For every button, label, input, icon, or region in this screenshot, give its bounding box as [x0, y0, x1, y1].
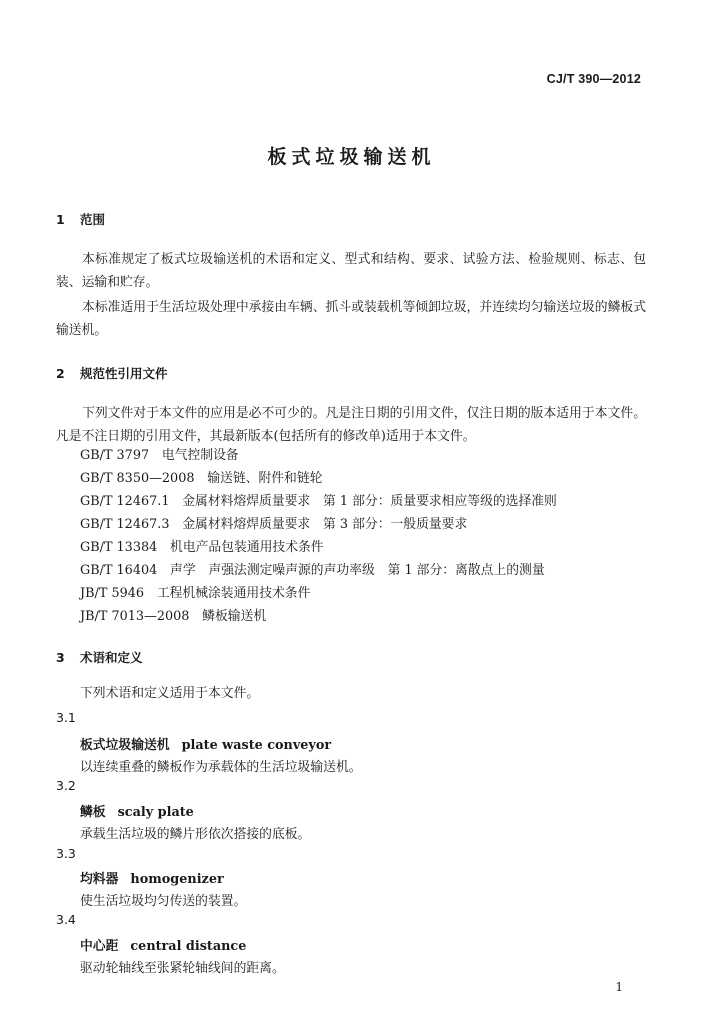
section-number: 2: [56, 366, 65, 381]
term-heading: [80, 868, 224, 887]
reference-item: JB/T 5946 工程机械涂装通用技术条件: [80, 586, 311, 601]
section-2-heading: [56, 364, 168, 382]
section-1-heading: [56, 210, 105, 228]
section-1-paragraph-2: 本标准适用于生活垃圾处理中承接由车辆、抓斗或装载机等倾卸垃圾，并连续均匀输送垃圾的鳞板式输送机。: [56, 300, 646, 338]
term-english: scaly plate: [117, 805, 194, 820]
section-number: 1: [56, 212, 65, 227]
section-number: 3: [56, 650, 65, 665]
term-number: 3.1: [56, 710, 76, 725]
term-chinese: 均料器: [80, 872, 119, 887]
section-1-paragraph-1: 本标准规定了板式垃圾输送机的术语和定义、型式和结构、要求、试验方法、检验规则、标志、包装、运输和贮存。: [56, 252, 646, 290]
section-title: 规范性引用文件: [80, 366, 168, 381]
reference-item: GB/T 12467.1 金属材料熔焊质量要求 第 1 部分：质量要求相应等级的选择准则: [80, 494, 557, 509]
reference-item: JB/T 7013—2008 鳞板输送机: [80, 609, 267, 624]
reference-item: GB/T 13384 机电产品包装通用技术条件: [80, 540, 324, 555]
section-3-intro: 下列术语和定义适用于本文件。: [80, 686, 260, 701]
term-english: central distance: [130, 939, 247, 954]
term-chinese: 鳞板: [80, 805, 106, 820]
section-3-heading: [56, 648, 143, 666]
section-title: 术语和定义: [80, 650, 143, 665]
term-english: plate waste conveyor: [181, 738, 332, 753]
term-definition: 驱动轮轴线至张紧轮轴线间的距离。: [80, 961, 285, 976]
term-number: 3.2: [56, 778, 76, 793]
page-number: 1: [615, 980, 623, 994]
term-heading: [80, 801, 194, 820]
reference-item: GB/T 12467.3 金属材料熔焊质量要求 第 3 部分：一般质量要求: [80, 517, 468, 532]
term-chinese: 板式垃圾输送机: [80, 738, 170, 753]
section-title: 范围: [80, 212, 106, 227]
standard-code: CJ/T 390—2012: [546, 72, 641, 86]
term-heading: [80, 734, 331, 753]
document-title: 板式垃圾输送机: [267, 146, 436, 168]
reference-item: GB/T 3797 电气控制设备: [80, 448, 239, 463]
term-chinese: 中心距: [80, 939, 119, 954]
reference-item: GB/T 16404 声学 声强法测定噪声源的声功率级 第 1 部分：离散点上的测量: [80, 563, 545, 578]
term-definition: 以连续重叠的鳞板作为承载体的生活垃圾输送机。: [80, 760, 362, 775]
term-heading: [80, 935, 246, 954]
term-english: homogenizer: [130, 872, 224, 887]
term-number: 3.3: [56, 846, 76, 861]
section-2-paragraph-1: 下列文件对于本文件的应用是必不可少的。凡是注日期的引用文件，仅注日期的版本适用于本文件。凡是不注日期的引用文件，其最新版本(包括所有的修改单)适用于本文件。: [56, 406, 646, 444]
term-number: 3.4: [56, 912, 76, 927]
term-definition: 承载生活垃圾的鳞片形依次搭接的底板。: [80, 827, 311, 842]
reference-item: GB/T 8350—2008 输送链、附件和链轮: [80, 471, 323, 486]
term-definition: 使生活垃圾均匀传送的装置。: [80, 894, 247, 909]
